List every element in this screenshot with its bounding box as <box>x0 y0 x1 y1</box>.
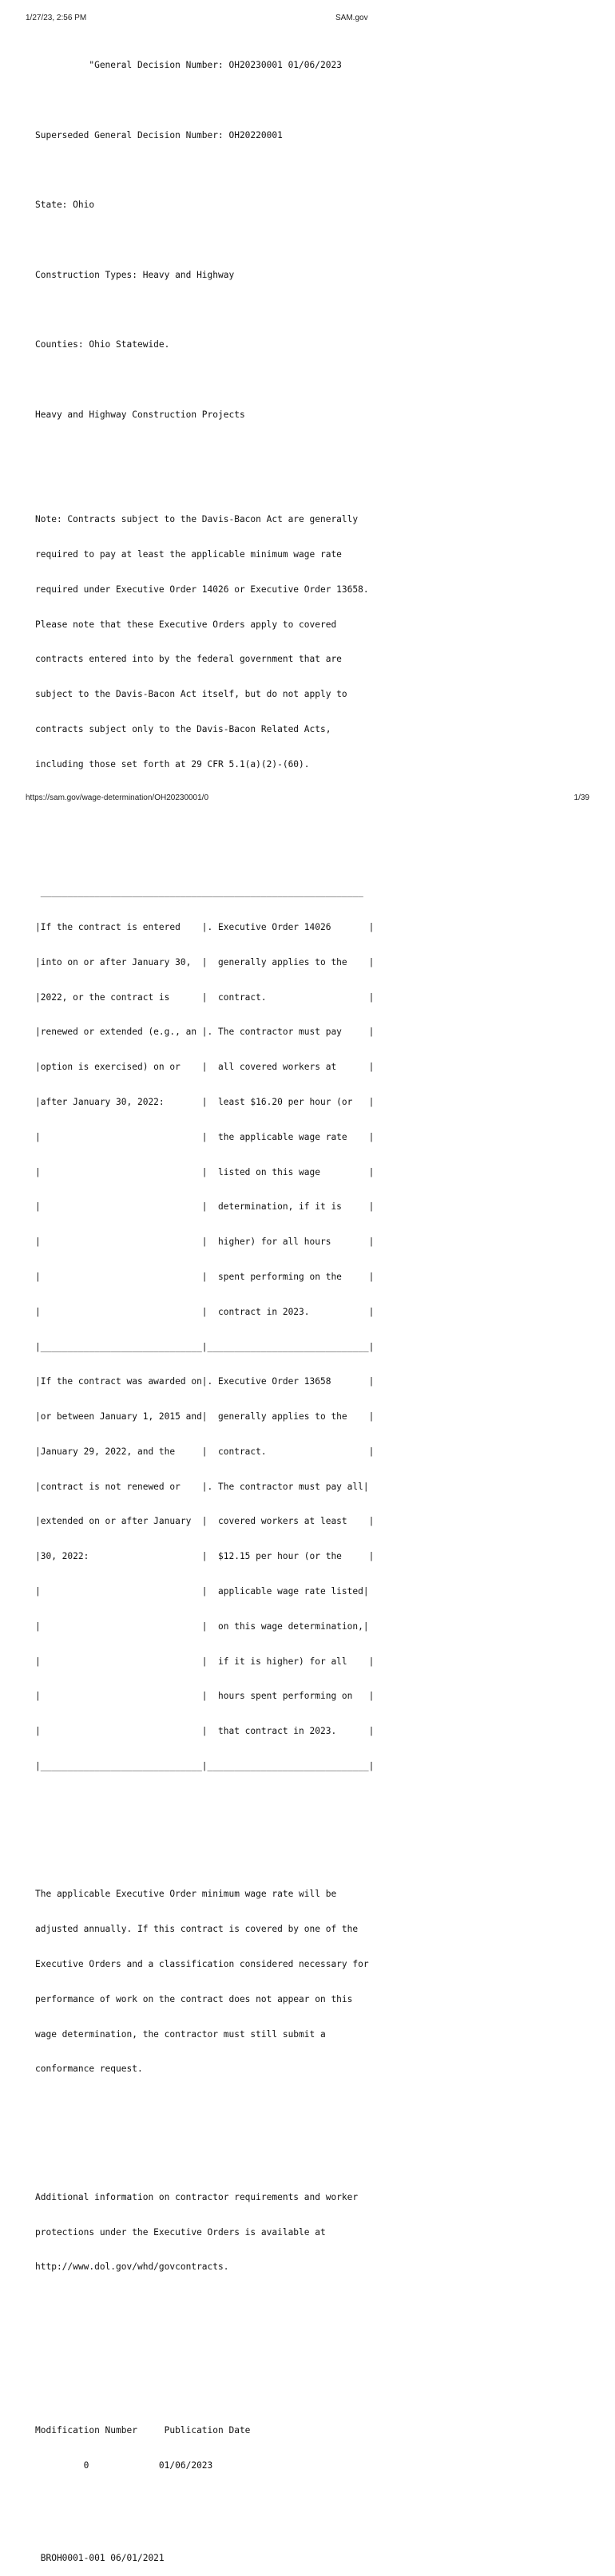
note-line: including those set forth at 29 CFR 5.1(a)(2)-(60). <box>35 758 310 770</box>
note-paragraph <box>35 491 374 793</box>
table-line: | | applicable wage rate listed| <box>35 1585 369 1597</box>
table-line: |If the contract was awarded on|. Executive Order 13658 | <box>35 1376 375 1387</box>
print-url: https://sam.gov/wage-determination/OH20230001/0 <box>26 793 209 802</box>
table-line: |extended on or after January | covered workers at least | <box>35 1516 375 1527</box>
table-line: | | if it is higher) for all | <box>35 1656 375 1667</box>
note-line: Note: Contracts subject to the Davis-Bacon Act are generally <box>35 514 359 525</box>
modification-header: Modification Number Publication Date <box>35 2424 251 2436</box>
table-line: |______________________________|______________________________| <box>35 1341 375 1352</box>
state: State: Ohio <box>35 200 95 211</box>
adjust-line: adjusted annually. If this contract is covered by one of the <box>35 1924 359 1935</box>
info-line: protections under the Executive Orders is available at <box>35 2226 326 2238</box>
print-site-name: SAM.gov <box>335 14 368 22</box>
modification-values: 0 01/06/2023 <box>35 2459 213 2471</box>
table-line: |after January 30, 2022: | least $16.20 per hour (or | <box>35 1097 375 1108</box>
note-line: contracts subject only to the Davis-Bacon Related Acts, <box>35 724 331 735</box>
info-line: http://www.dol.gov/whd/govcontracts. <box>35 2261 229 2273</box>
broh-rate-id: BROH0001-001 06/01/2021 <box>35 2553 165 2564</box>
additional-info-paragraph <box>35 2169 374 2297</box>
table-line: | | higher) for all hours | <box>35 1237 375 1248</box>
adjustment-paragraph <box>35 1866 374 2099</box>
note-line: required to pay at least the applicable minimum wage rate <box>35 549 342 560</box>
wage-determination-document <box>35 37 374 2576</box>
general-decision-number: "General Decision Number: OH20230001 01/06/2023 <box>35 60 342 71</box>
table-line: |option is exercised) on or | all covered workers at | <box>35 1062 375 1073</box>
adjust-line: wage determination, the contractor must still submit a <box>35 2028 326 2040</box>
table-line: | | the applicable wage rate | <box>35 1131 375 1142</box>
table-line: |January 29, 2022, and the | contract. | <box>35 1446 375 1457</box>
modification-block <box>35 2402 374 2495</box>
page-number: 1/39 <box>573 793 589 802</box>
counties: Counties: Ohio Statewide. <box>35 339 170 350</box>
adjust-line: Executive Orders and a classification considered necessary for <box>35 1958 369 1969</box>
adjust-line: The applicable Executive Order minimum wage rate will be <box>35 1889 337 1900</box>
note-line: Please note that these Executive Orders apply to covered <box>35 619 337 630</box>
construction-types: Construction Types: Heavy and Highway <box>35 269 235 280</box>
table-line: ____________________________________________________________ <box>35 887 363 898</box>
note-line: required under Executive Order 14026 or Executive Order 13658. <box>35 584 369 595</box>
table-line: |into on or after January 30, | generally applies to the | <box>35 956 375 967</box>
table-line: | | spent performing on the | <box>35 1271 375 1282</box>
table-line: |30, 2022: | $12.15 per hour (or the | <box>35 1551 375 1562</box>
table-line: | | contract in 2023. | <box>35 1306 375 1317</box>
table-line: |renewed or extended (e.g., an |. The contractor must pay | <box>35 1027 375 1038</box>
table-line: |If the contract is entered |. Executive Order 14026 | <box>35 922 375 933</box>
adjust-line: performance of work on the contract does not appear on this <box>35 1993 353 2004</box>
executive-order-table <box>35 864 374 1796</box>
superseded-decision-number: Superseded General Decision Number: OH20220001 <box>35 129 283 140</box>
note-line: contracts entered into by the federal government that are <box>35 654 342 665</box>
adjust-line: conformance request. <box>35 2064 143 2075</box>
table-line: | | on this wage determination,| <box>35 1620 369 1632</box>
print-datetime: 1/27/23, 2:56 PM <box>26 14 87 22</box>
info-line: Additional information on contractor requirements and worker <box>35 2191 359 2202</box>
table-line: |contract is not renewed or |. The contractor must pay all| <box>35 1481 369 1492</box>
table-line: |______________________________|______________________________| <box>35 1760 375 1771</box>
projects-heading: Heavy and Highway Construction Projects <box>35 410 245 420</box>
table-line: | | determination, if it is | <box>35 1201 375 1213</box>
table-line: | | hours spent performing on | <box>35 1691 375 1702</box>
table-line: |or between January 1, 2015 and| generally applies to the | <box>35 1411 375 1423</box>
table-line: | | that contract in 2023. | <box>35 1726 375 1737</box>
table-line: |2022, or the contract is | contract. | <box>35 991 375 1003</box>
note-line: subject to the Davis-Bacon Act itself, but do not apply to <box>35 689 347 700</box>
table-line: | | listed on this wage | <box>35 1166 375 1177</box>
